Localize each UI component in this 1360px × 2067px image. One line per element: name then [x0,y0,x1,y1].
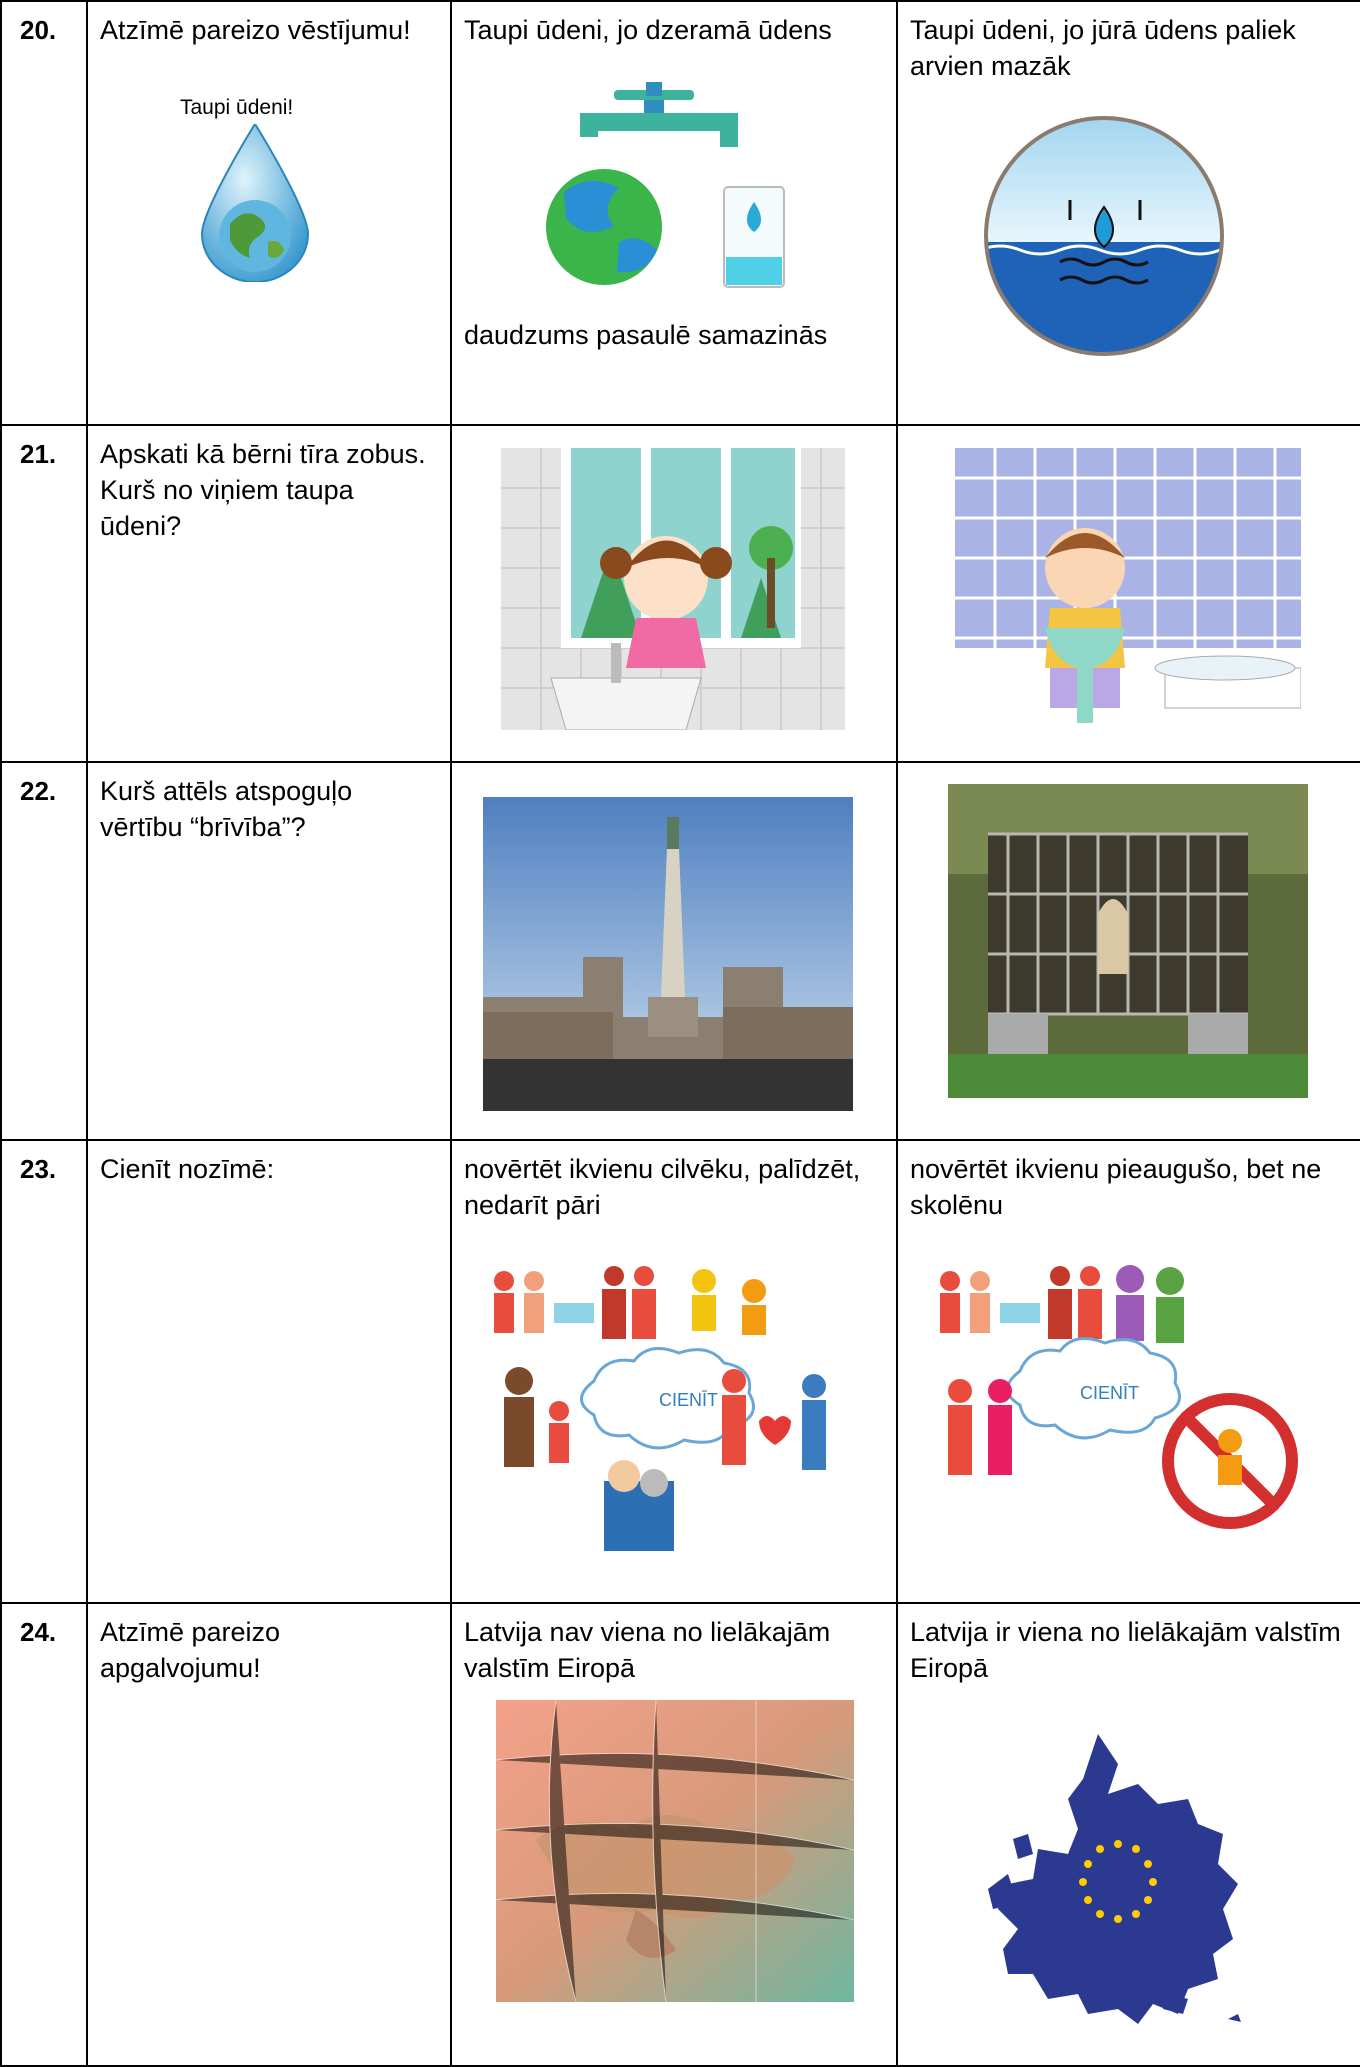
option-b-cell[interactable] [897,425,1360,762]
option-b-cell[interactable] [897,762,1360,1140]
bubble-label: CIENĪT [1080,1383,1140,1403]
drop-label: Taupi ūdeni! [180,96,294,119]
freedom-monument-photo [483,797,853,1111]
option-a-text: novērtēt ikvienu cilvēku, palīdzēt, nedarīt pāri [464,1154,861,1220]
option-a-cell[interactable] [451,762,897,1140]
question-text: Kurš attēls atspoguļo vērtību “brīvība”? [100,776,353,842]
option-a-text-continued: daudzums pasaulē samazinās [464,320,828,350]
option-a-cell[interactable] [451,1603,897,2066]
question-cell [87,1,451,425]
bubble-label: CIENĪT [659,1390,719,1410]
water-drop-globe-image [200,124,310,282]
question-row-22 [1,762,1360,1140]
question-cell [87,1140,451,1603]
question-number: 21. [1,425,87,762]
boy-brushing-teeth-image [955,448,1301,740]
respect-adults-not-students-illustration [930,1261,1330,1561]
option-a-text: Taupi ūdeni, jo dzeramā ūdens [464,15,832,45]
option-a-cell[interactable] [451,1140,897,1603]
option-b-text: novērtēt ikvienu pieaugušo, bet ne skolēnu [910,1154,1322,1220]
question-number: 23. [1,1140,87,1603]
option-b-text: Latvija ir viena no lielākajām valstīm Eiropā [910,1617,1341,1683]
option-b-cell[interactable] [897,1140,1360,1603]
question-text: Atzīmē pareizo apgalvojumu! [100,1617,281,1683]
globe-europe-photo [496,1700,854,2002]
question-row-20 [1,1,1360,425]
option-a-cell[interactable] [451,425,897,762]
question-text: Cienīt nozīmē: [100,1154,275,1184]
question-number: 22. [1,762,87,1140]
question-text: Atzīmē pareizo vēstījumu! [100,15,411,45]
sea-water-image [980,112,1228,360]
eu-map-image [968,1724,1268,2034]
question-row-21 [1,425,1360,762]
option-a-cell[interactable] [451,1,897,425]
question-number: 24. [1,1603,87,2066]
option-a-text: Latvija nav viena no lielākajām valstīm Eiropā [464,1617,831,1683]
question-cell [87,425,451,762]
option-b-cell[interactable] [897,1603,1360,2066]
girl-brushing-teeth-image [501,448,845,730]
option-b-cell[interactable] [897,1,1360,425]
faucet-globe-image [534,82,814,292]
question-number: 20. [1,1,87,425]
question-cell [87,1603,451,2066]
question-text: Apskati kā bērni tīra zobus. Kurš no viņiem taupa ūdeni? [100,439,426,541]
option-b-text: Taupi ūdeni, jo jūrā ūdens paliek arvien mazāk [910,15,1296,81]
question-row-24 [1,1603,1360,2066]
respect-people-illustration [484,1261,864,1561]
question-cell [87,762,451,1140]
dog-cage-photo [948,784,1308,1098]
question-row-23 [1,1140,1360,1603]
